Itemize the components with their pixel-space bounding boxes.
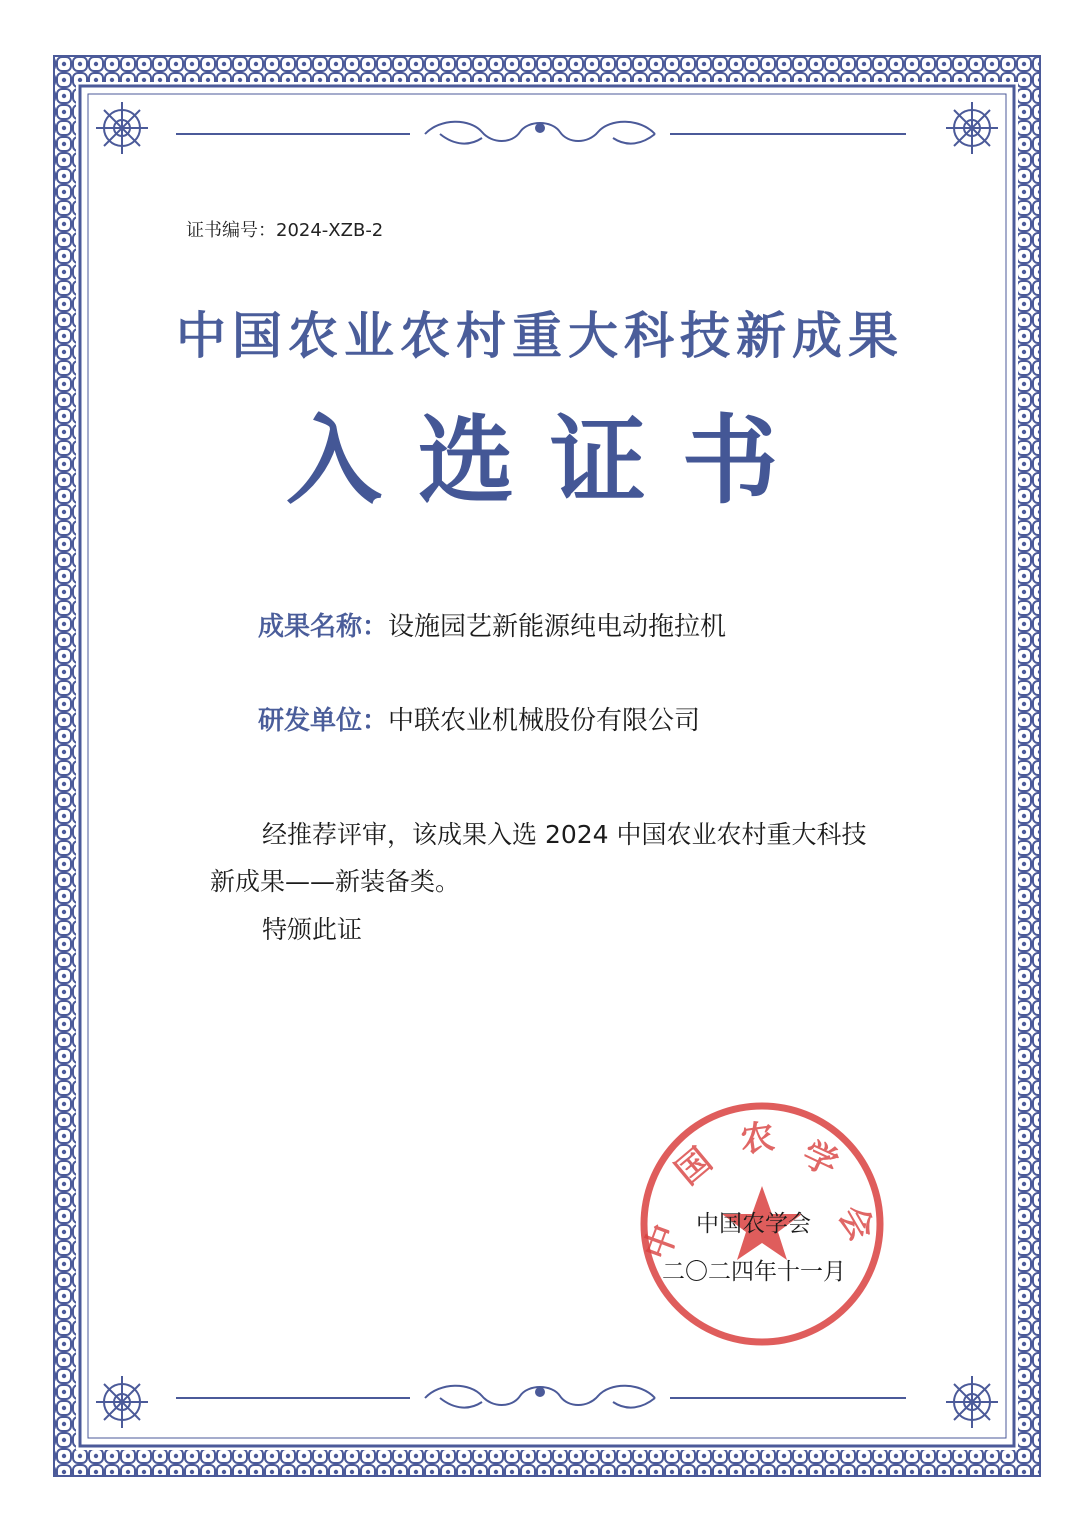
achievement-name-row <box>258 606 726 643</box>
certificate-number-label: 证书编号： <box>186 220 276 241</box>
certificate-title: 中国农业农村重大科技新成果 <box>176 306 904 365</box>
svg-text:农: 农 <box>737 1116 777 1161</box>
developer-label: 研发单位： <box>258 706 389 736</box>
achievement-name-label: 成果名称： <box>258 612 389 642</box>
achievement-name-value: 设施园艺新能源纯电动拖拉机 <box>388 612 727 642</box>
certificate-subtitle: 入选证书 <box>286 404 814 517</box>
certificate-number-value: 2024-XZB-2 <box>276 220 384 241</box>
developer-row <box>258 700 700 737</box>
issuing-organization: 中国农学会 <box>696 1211 811 1237</box>
svg-text:国: 国 <box>668 1140 720 1193</box>
svg-text:会: 会 <box>830 1198 882 1248</box>
scroll-flourish-icon <box>176 1386 906 1408</box>
scroll-flourish-icon <box>176 122 906 144</box>
body-line-3: 特颁此证 <box>262 915 363 944</box>
svg-text:学: 学 <box>796 1133 844 1185</box>
body-line-2: 新成果——新装备类。 <box>210 867 461 896</box>
certificate-number <box>186 216 383 242</box>
body-line-1: 经推荐评审，该成果入选 2024 中国农业农村重大科技 <box>262 820 867 849</box>
developer-value: 中联农业机械股份有限公司 <box>388 706 701 736</box>
svg-text:中: 中 <box>636 1219 687 1266</box>
issue-date: 二〇二四年十一月 <box>662 1259 846 1285</box>
